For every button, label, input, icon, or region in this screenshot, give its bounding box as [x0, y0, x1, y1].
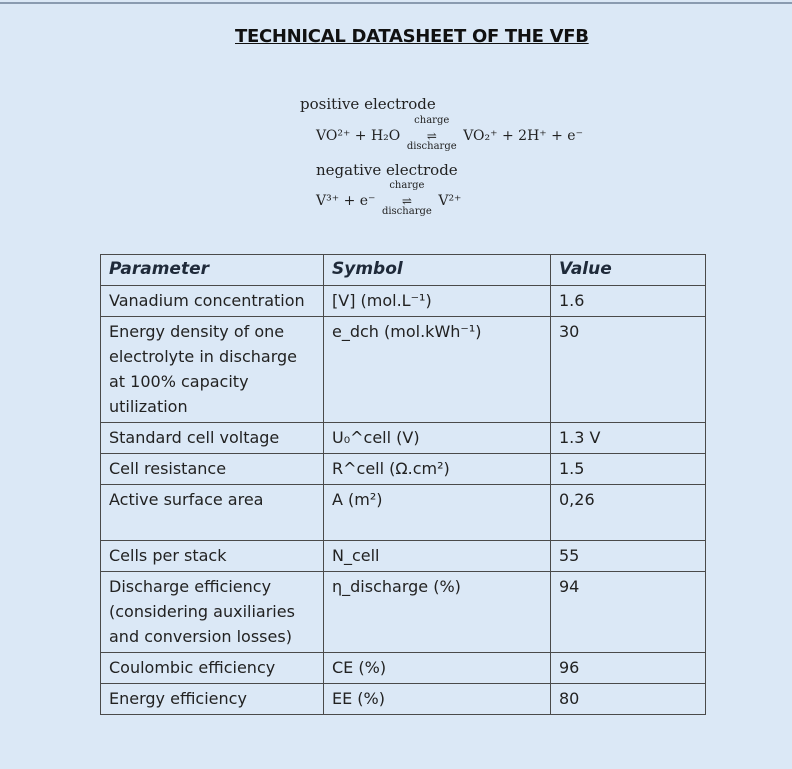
cell-parameter: Energy density of one electrolyte in discharge at 100% capacity utilization — [101, 317, 324, 423]
cell-parameter: Discharge efficiency (considering auxiliaries and conversion losses) — [101, 572, 324, 653]
cell-value: 1.6 — [551, 286, 706, 317]
cell-value: 1.5 — [551, 454, 706, 485]
page-title: TECHNICAL DATASHEET OF THE VFB — [235, 26, 589, 47]
cell-value: 30 — [551, 317, 706, 423]
table-row — [101, 541, 706, 572]
cell-symbol: CE (%) — [324, 653, 551, 684]
cell-symbol: R^cell (Ω.cm²) — [324, 454, 551, 485]
cell-symbol: [V] (mol.L⁻¹) — [324, 286, 551, 317]
arrow-label-discharge: discharge — [381, 206, 432, 217]
cell-value: 96 — [551, 653, 706, 684]
table-row — [101, 317, 706, 423]
equilibrium-arrow-icon: ⇌ — [401, 194, 412, 208]
arrow-label-discharge: discharge — [406, 141, 457, 152]
header-symbol: Symbol — [324, 255, 551, 286]
header-parameter: Parameter — [101, 255, 324, 286]
negative-electrode-label: negative electrode — [316, 161, 458, 179]
cell-symbol: A (m²) — [324, 485, 551, 541]
cell-parameter: Active surface area — [101, 485, 324, 541]
cell-symbol: e_dch (mol.kWh⁻¹) — [324, 317, 551, 423]
table-row — [101, 572, 706, 653]
table-row — [101, 684, 706, 715]
negative-electrode-equation — [316, 180, 462, 217]
cell-parameter: Standard cell voltage — [101, 423, 324, 454]
cell-symbol: U₀^cell (V) — [324, 423, 551, 454]
equilibrium-arrow — [405, 115, 459, 152]
arrow-label-charge: charge — [389, 180, 425, 191]
cell-value: 94 — [551, 572, 706, 653]
cell-symbol: EE (%) — [324, 684, 551, 715]
positive-products: VO₂⁺ + 2H⁺ + e⁻ — [463, 128, 583, 144]
equilibrium-arrow-icon: ⇌ — [426, 129, 437, 143]
cell-value: 55 — [551, 541, 706, 572]
negative-products: V²⁺ — [438, 193, 462, 209]
header-value: Value — [551, 255, 706, 286]
arrow-label-charge: charge — [414, 115, 450, 126]
cell-value: 0,26 — [551, 485, 706, 541]
cell-parameter: Cells per stack — [101, 541, 324, 572]
table-row — [101, 454, 706, 485]
cell-value: 80 — [551, 684, 706, 715]
cell-value: 1.3 V — [551, 423, 706, 454]
cell-symbol: η_discharge (%) — [324, 572, 551, 653]
table-row — [101, 485, 706, 541]
table-header-row — [101, 255, 706, 286]
equilibrium-arrow — [380, 180, 434, 217]
cell-parameter: Cell resistance — [101, 454, 324, 485]
table-row — [101, 423, 706, 454]
table-row — [101, 286, 706, 317]
cell-symbol: N_cell — [324, 541, 551, 572]
positive-reactants: VO²⁺ + H₂O — [316, 128, 401, 144]
cell-parameter: Vanadium concentration — [101, 286, 324, 317]
negative-reactants: V³⁺ + e⁻ — [316, 193, 376, 209]
cell-parameter: Energy efficiency — [101, 684, 324, 715]
table-row — [101, 653, 706, 684]
positive-electrode-label: positive electrode — [300, 95, 436, 113]
top-border-line — [0, 2, 792, 4]
cell-parameter: Coulombic efficiency — [101, 653, 324, 684]
datasheet-table — [100, 254, 706, 715]
positive-electrode-equation — [316, 115, 583, 152]
